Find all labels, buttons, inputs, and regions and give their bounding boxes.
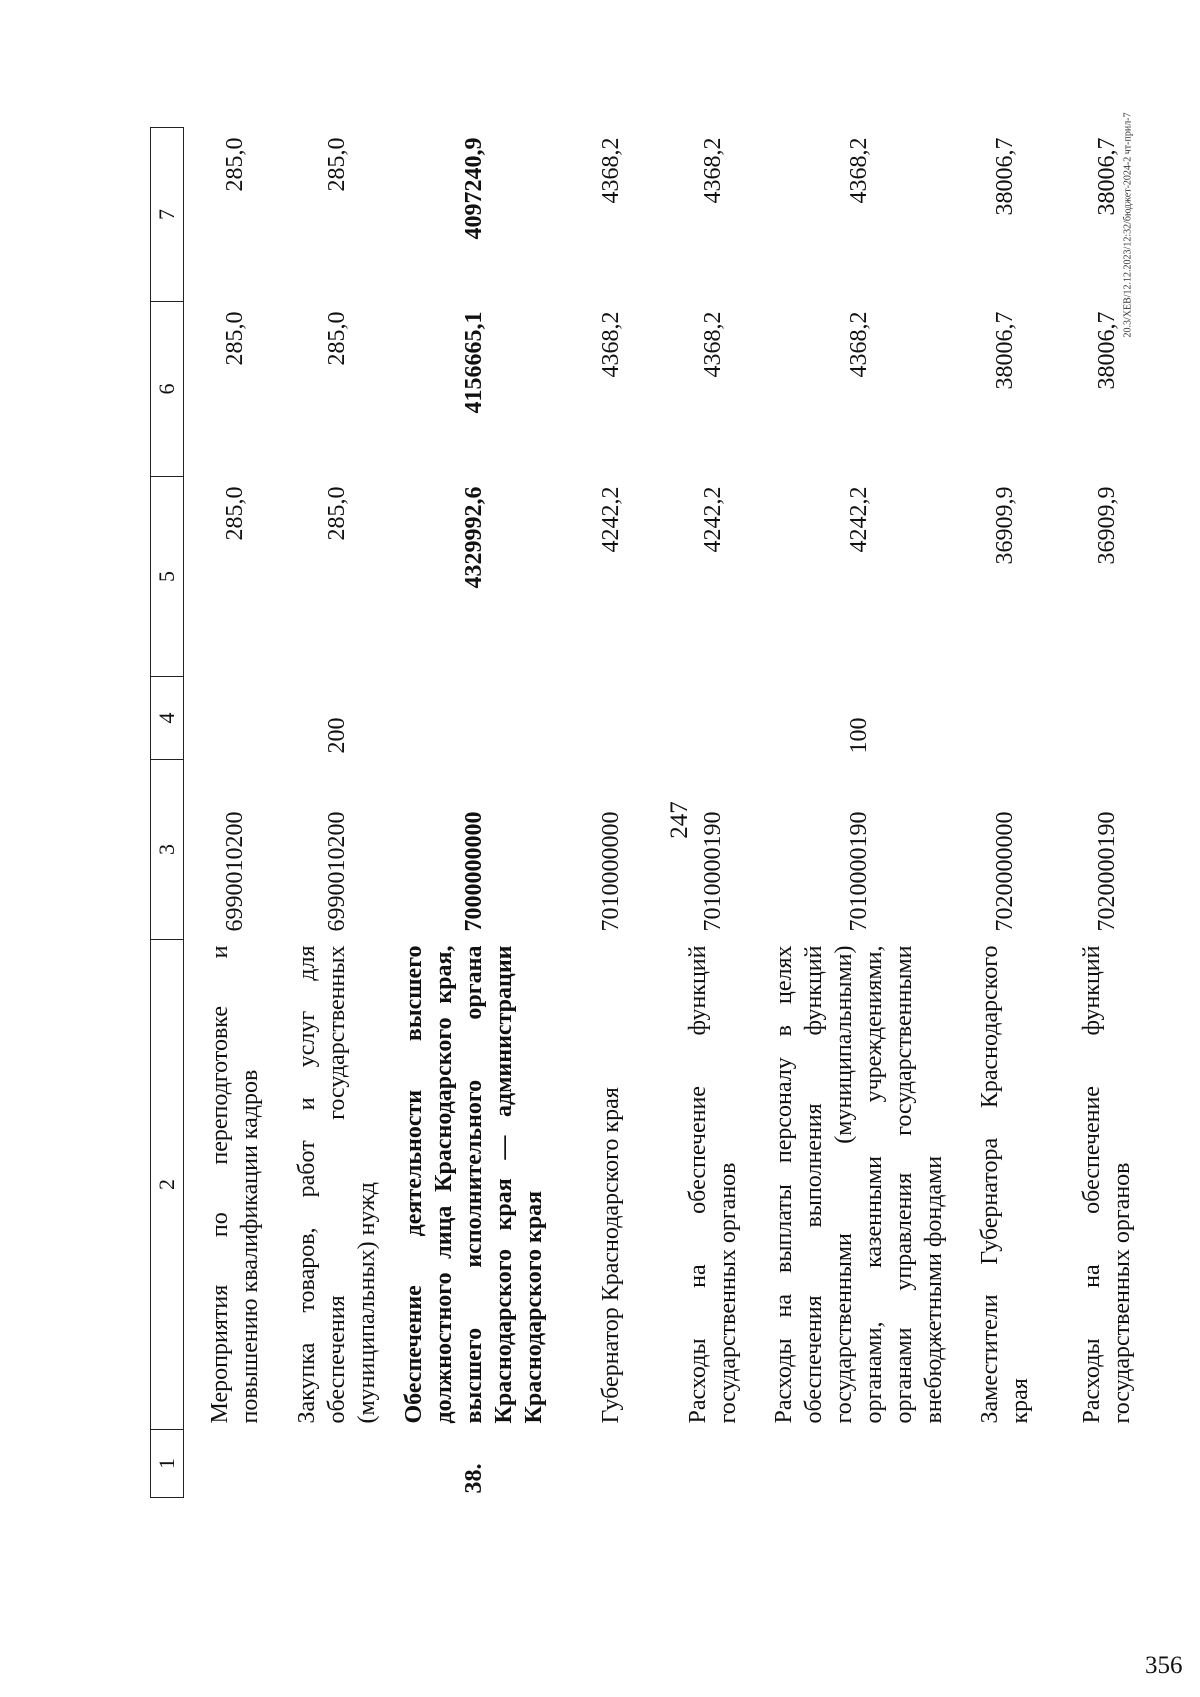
row-amount-2026: 285,0 [221, 137, 248, 192]
row-expense-type: 200 [323, 717, 350, 754]
footer-document-code: 20.3/XEB/12.12.2023/12:32/бюджет-2024-2 чт-прил-7 [1122, 112, 1134, 338]
row-description: Расходы на обеспечение функций государственных органов [684, 945, 741, 1424]
row-expense-type [560, 677, 662, 760]
row-target-code: 7010000000 [597, 811, 624, 932]
row-amount-2024: 4242,2 [699, 486, 726, 553]
header-col-1: 1 [151, 1430, 184, 1498]
table-row [286, 128, 388, 1498]
row-amount-2024: 36909,9 [1093, 486, 1120, 565]
table-row [560, 128, 662, 1498]
table-row [1056, 128, 1158, 1498]
row-index [286, 1430, 388, 1498]
row-expense-type [184, 677, 286, 760]
row-amount-2026: 4368,2 [699, 137, 726, 204]
header-col-4: 4 [151, 677, 184, 760]
row-index [184, 1430, 286, 1498]
table-row [954, 128, 1056, 1498]
header-col-2: 2 [151, 940, 184, 1430]
header-col-3: 3 [151, 760, 184, 940]
row-amount-2025: 38006,7 [1093, 311, 1120, 390]
row-index [560, 1430, 662, 1498]
row-amount-2024: 4242,2 [597, 486, 624, 553]
row-description: Закупка товаров, работ и услуг для обеспечения государственных (муниципальных) нужд [293, 945, 380, 1424]
table-row [184, 128, 286, 1498]
row-amount-2025: 4368,2 [845, 311, 872, 378]
row-target-code: 7010000190 [845, 811, 872, 932]
row-amount-2024: 4329992,6 [460, 486, 487, 589]
row-amount-2024: 285,0 [323, 486, 350, 541]
row-amount-2026: 38006,7 [991, 137, 1018, 216]
row-index [954, 1430, 1056, 1498]
row-expense-type: 100 [845, 717, 872, 754]
header-col-6: 6 [151, 302, 184, 477]
page-number-bottom: 356 [1145, 1652, 1183, 1679]
row-description: Расходы на выплаты персоналу в целях обеспечения выполнения функций государственными (муниципальными) органами, казенными учреждениями, органами управления государственными внебюджетными фондами [770, 945, 947, 1424]
row-description: Заместители Губернатора Краснодарского края [976, 945, 1033, 1424]
row-target-code: 7020000190 [1093, 811, 1120, 932]
row-amount-2026: 4097240,9 [460, 137, 487, 240]
row-description: Мероприятия по переподготовке и повышению квалификации кадров [206, 945, 263, 1424]
row-description: Обеспечение деятельности высшего должностного лица Краснодарского края, высшего исполнительного органа Краснодарского края — администрации Краснодарского края [400, 945, 547, 1424]
row-target-code: 7020000000 [991, 811, 1018, 932]
row-amount-2025: 285,0 [221, 311, 248, 366]
row-expense-type [954, 677, 1056, 760]
row-amount-2024: 285,0 [221, 486, 248, 541]
row-expense-type [662, 677, 764, 760]
header-col-7: 7 [151, 128, 184, 302]
row-index [662, 1430, 764, 1498]
page-number-top: 247 [666, 801, 693, 839]
table-row [662, 128, 764, 1498]
row-index: 38. [460, 1463, 487, 1494]
table-row-section [388, 128, 560, 1498]
row-target-code: 7000000000 [460, 811, 487, 932]
row-expense-type [1056, 677, 1158, 760]
row-amount-2026: 4368,2 [597, 137, 624, 204]
row-amount-2025: 4156665,1 [460, 311, 487, 414]
row-target-code: 7010000190 [699, 811, 726, 932]
header-col-5: 5 [151, 477, 184, 677]
row-index [764, 1430, 954, 1498]
row-amount-2024: 36909,9 [991, 486, 1018, 565]
row-description: Расходы на обеспечение функций государственных органов [1078, 945, 1135, 1424]
row-target-code: 6990010200 [221, 811, 248, 932]
table-header-row [151, 128, 184, 1498]
budget-table [150, 127, 1158, 1498]
row-index [1056, 1430, 1158, 1498]
row-amount-2024: 4242,2 [845, 486, 872, 553]
row-amount-2025: 38006,7 [991, 311, 1018, 390]
row-amount-2025: 4368,2 [597, 311, 624, 378]
row-amount-2025: 285,0 [323, 311, 350, 366]
row-amount-2025: 4368,2 [699, 311, 726, 378]
row-target-code: 6990010200 [323, 811, 350, 932]
row-amount-2026: 285,0 [323, 137, 350, 192]
row-amount-2026: 4368,2 [845, 137, 872, 204]
row-expense-type [388, 677, 560, 760]
row-description: Губернатор Краснодарского края [597, 1087, 624, 1424]
row-amount-2026: 38006,7 [1093, 137, 1120, 216]
table-row [764, 128, 954, 1498]
